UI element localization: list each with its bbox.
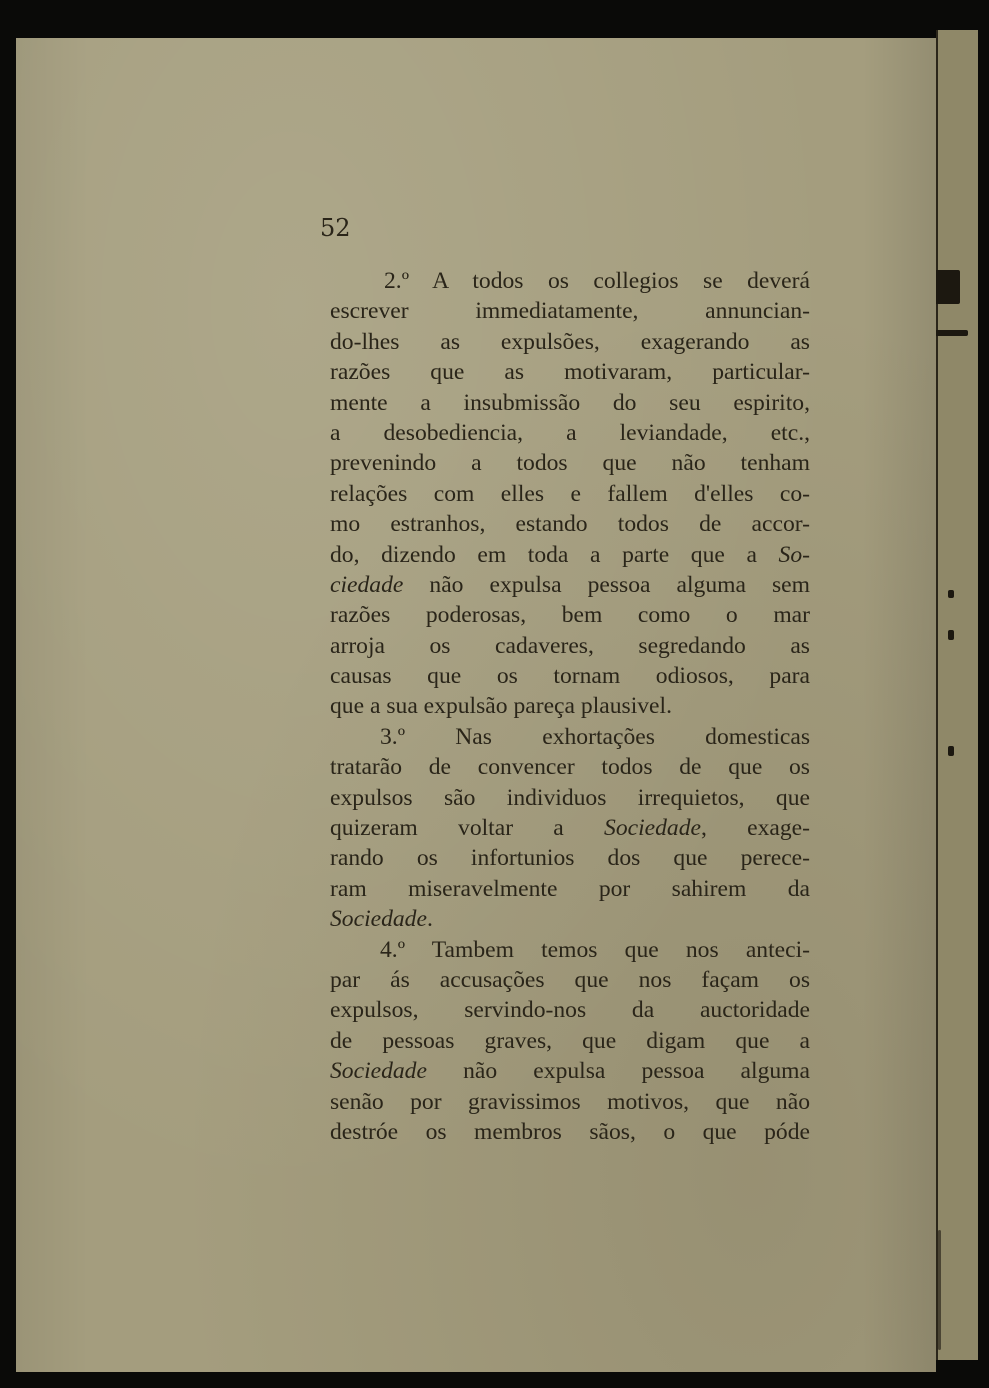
text-line: do, dizendo em toda a parte que a So- bbox=[330, 541, 810, 568]
text-line: expulsos são individuos irrequietos, que bbox=[330, 784, 810, 811]
text-line: relações com elles e fallem d'elles co- bbox=[330, 480, 810, 507]
text-line: razões poderosas, bem como o mar bbox=[330, 602, 810, 629]
text-line: rando os infortunios dos que perece- bbox=[330, 845, 810, 872]
text-line: 3.º Nas exhortações domesticas bbox=[380, 723, 810, 750]
text-line: senão por gravissimos motivos, que não bbox=[330, 1088, 810, 1115]
text-line: ciedade não expulsa pessoa alguma sem bbox=[330, 571, 810, 598]
text-line: a desobediencia, a leviandade, etc., bbox=[330, 419, 810, 446]
edge-ink-dot bbox=[948, 590, 954, 598]
text-line: quizeram voltar a Sociedade, exage- bbox=[330, 815, 810, 842]
text-line: expulsos, servindo-nos da auctoridade bbox=[330, 997, 810, 1024]
text-line: tratarão de convencer todos de que os bbox=[330, 754, 810, 781]
text-line: mente a insubmissão do seu espirito, bbox=[330, 389, 810, 416]
text-line: de pessoas graves, que digam que a bbox=[330, 1027, 810, 1054]
text-line: escrever immediatamente, annuncian- bbox=[330, 298, 810, 325]
text-line: prevenindo a todos que não tenham bbox=[330, 450, 810, 477]
text-line: destróe os membros sãos, o que póde bbox=[330, 1118, 810, 1145]
page-number: 52 bbox=[320, 214, 351, 242]
text-line: causas que os tornam odiosos, para bbox=[330, 663, 810, 690]
text-line: 4.º Tambem temos que nos anteci- bbox=[380, 936, 810, 963]
text-line: do-lhes as expulsões, exagerando as bbox=[330, 328, 810, 355]
text-line: Sociedade. bbox=[330, 906, 433, 933]
text-line: ram miseravelmente por sahirem da bbox=[330, 875, 810, 902]
text-line: razões que as motivaram, particular- bbox=[330, 359, 810, 386]
text-line: 2.º A todos os collegios se deverá bbox=[384, 268, 810, 294]
text-line: arroja os cadaveres, segredando as bbox=[330, 632, 810, 659]
adjacent-page-edge bbox=[936, 30, 978, 1360]
text-line: Sociedade não expulsa pessoa alguma bbox=[330, 1058, 810, 1085]
edge-ink-dot bbox=[948, 630, 954, 640]
text-line: mo estranhos, estando todos de accor- bbox=[330, 511, 810, 538]
edge-ink-dot bbox=[948, 746, 954, 756]
text-line: que a sua expulsão pareça plausivel. bbox=[330, 693, 672, 720]
text-line: par ás accusações que nos façam os bbox=[330, 966, 810, 993]
body-text bbox=[330, 266, 810, 1147]
edge-shadow bbox=[938, 1230, 941, 1350]
